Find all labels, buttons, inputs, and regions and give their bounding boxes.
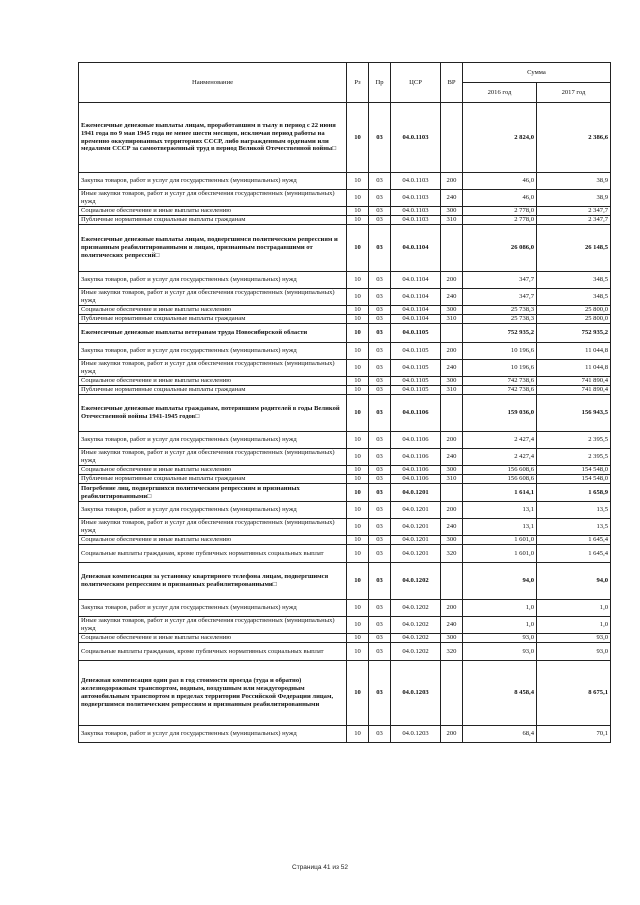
row-name-cell: Иные закупки товаров, работ и услуг для обеспечения государственных (муниципальных) нужд — [79, 449, 347, 466]
row-pr-cell: 03 — [369, 484, 391, 502]
row-2017-cell: 11 044,8 — [537, 360, 611, 377]
page-number: Страница 41 из 52 — [292, 864, 348, 871]
row-vr-cell — [441, 103, 463, 173]
row-rz-cell: 10 — [347, 343, 369, 360]
row-name-cell: Закупка товаров, работ и услуг для государственных (муниципальных) нужд — [79, 343, 347, 360]
row-csr-cell: 04.0.1201 — [391, 536, 441, 545]
row-vr-cell: 310 — [441, 315, 463, 324]
row-vr-cell: 240 — [441, 519, 463, 536]
row-pr-cell: 03 — [369, 190, 391, 207]
table-row — [79, 207, 611, 216]
row-pr-cell: 03 — [369, 173, 391, 190]
table-row — [79, 726, 611, 743]
table-row — [79, 324, 611, 343]
row-2017-cell: 154 548,0 — [537, 475, 611, 484]
row-pr-cell: 03 — [369, 466, 391, 475]
row-rz-cell: 10 — [347, 545, 369, 563]
row-name-cell: Закупка товаров, работ и услуг для государственных (муниципальных) нужд — [79, 173, 347, 190]
row-2017-cell: 741 890,4 — [537, 386, 611, 395]
table-row — [79, 225, 611, 272]
row-vr-cell: 200 — [441, 600, 463, 617]
row-rz-cell: 10 — [347, 643, 369, 661]
row-rz-cell: 10 — [347, 466, 369, 475]
row-csr-cell: 04.0.1103 — [391, 207, 441, 216]
row-rz-cell: 10 — [347, 484, 369, 502]
row-2017-cell: 38,9 — [537, 173, 611, 190]
row-vr-cell: 300 — [441, 306, 463, 315]
row-pr-cell: 03 — [369, 324, 391, 343]
row-2017-cell: 25 800,0 — [537, 315, 611, 324]
row-name-cell: Закупка товаров, работ и услуг для государственных (муниципальных) нужд — [79, 272, 347, 289]
row-pr-cell: 03 — [369, 343, 391, 360]
row-name-cell: Социальное обеспечение и иные выплаты населению — [79, 466, 347, 475]
table-row — [79, 432, 611, 449]
row-name-cell: Социальное обеспечение и иные выплаты населению — [79, 377, 347, 386]
row-pr-cell: 03 — [369, 272, 391, 289]
row-name-cell: Денежная компенсация за установку квартирного телефона лицам, подвергшимся политическим репрессиям и признанных реабилитированными□ — [79, 563, 347, 600]
row-vr-cell — [441, 395, 463, 432]
table-row — [79, 190, 611, 207]
row-rz-cell: 10 — [347, 519, 369, 536]
row-2016-cell: 1 601,0 — [463, 545, 537, 563]
row-vr-cell — [441, 484, 463, 502]
row-name-cell: Закупка товаров, работ и услуг для государственных (муниципальных) нужд — [79, 600, 347, 617]
table-row — [79, 475, 611, 484]
row-vr-cell — [441, 324, 463, 343]
row-pr-cell: 03 — [369, 289, 391, 306]
row-name-cell: Закупка товаров, работ и услуг для государственных (муниципальных) нужд — [79, 432, 347, 449]
row-2017-cell: 2 395,5 — [537, 449, 611, 466]
row-rz-cell: 10 — [347, 190, 369, 207]
row-2016-cell: 46,0 — [463, 190, 537, 207]
row-2016-cell: 13,1 — [463, 519, 537, 536]
row-pr-cell: 03 — [369, 519, 391, 536]
row-2017-cell: 26 148,5 — [537, 225, 611, 272]
budget-table — [78, 62, 611, 743]
row-vr-cell: 300 — [441, 377, 463, 386]
row-csr-cell: 04.0.1201 — [391, 545, 441, 563]
row-csr-cell: 04.0.1103 — [391, 216, 441, 225]
row-2016-cell: 159 036,0 — [463, 395, 537, 432]
row-vr-cell: 200 — [441, 502, 463, 519]
row-pr-cell: 03 — [369, 563, 391, 600]
table-row — [79, 272, 611, 289]
row-pr-cell: 03 — [369, 600, 391, 617]
row-vr-cell: 240 — [441, 617, 463, 634]
row-csr-cell: 04.0.1103 — [391, 173, 441, 190]
row-2016-cell: 347,7 — [463, 272, 537, 289]
row-2017-cell: 1 658,9 — [537, 484, 611, 502]
table-row — [79, 643, 611, 661]
row-rz-cell: 10 — [347, 502, 369, 519]
row-2017-cell: 156 943,5 — [537, 395, 611, 432]
row-name-cell: Социальное обеспечение и иные выплаты населению — [79, 207, 347, 216]
row-name-cell: Публичные нормативные социальные выплаты гражданам — [79, 386, 347, 395]
row-csr-cell: 04.0.1105 — [391, 343, 441, 360]
table-row — [79, 661, 611, 726]
row-name-cell: Закупка товаров, работ и услуг для государственных (муниципальных) нужд — [79, 726, 347, 743]
header-vr: ВР — [441, 63, 463, 103]
row-pr-cell: 03 — [369, 634, 391, 643]
row-pr-cell: 03 — [369, 207, 391, 216]
row-csr-cell: 04.0.1104 — [391, 315, 441, 324]
row-name-cell: Ежемесячные денежные выплаты ветеранам труда Новосибирской области — [79, 324, 347, 343]
row-rz-cell: 10 — [347, 726, 369, 743]
row-rz-cell: 10 — [347, 617, 369, 634]
row-vr-cell — [441, 225, 463, 272]
row-csr-cell: 04.0.1103 — [391, 190, 441, 207]
row-vr-cell: 200 — [441, 343, 463, 360]
row-pr-cell: 03 — [369, 661, 391, 726]
row-vr-cell: 300 — [441, 207, 463, 216]
row-csr-cell: 04.0.1105 — [391, 360, 441, 377]
row-rz-cell: 10 — [347, 173, 369, 190]
row-name-cell: Денежная компенсация один раз в год стоимости проезда (туда и обратно) железнодорожным транспортом, водным, воздушным или междугородным автомобильным транспортом в пределах территории Российской Федерации лицам, подвергшимся политическим репрессиям и признанным реабилитированными — [79, 661, 347, 726]
table-row — [79, 634, 611, 643]
row-name-cell: Закупка товаров, работ и услуг для государственных (муниципальных) нужд — [79, 502, 347, 519]
row-pr-cell: 03 — [369, 475, 391, 484]
row-vr-cell: 200 — [441, 432, 463, 449]
row-rz-cell: 10 — [347, 272, 369, 289]
table-row — [79, 289, 611, 306]
table-row — [79, 306, 611, 315]
table-row — [79, 536, 611, 545]
row-csr-cell: 04.0.1202 — [391, 600, 441, 617]
row-2016-cell: 347,7 — [463, 289, 537, 306]
row-csr-cell: 04.0.1104 — [391, 306, 441, 315]
row-vr-cell — [441, 563, 463, 600]
row-2017-cell: 8 675,1 — [537, 661, 611, 726]
header-name: Наименование — [79, 63, 347, 103]
table-row — [79, 563, 611, 600]
row-name-cell: Ежемесячные денежные выплаты лицам, проработавшим в тылу в период с 22 июня 1941 года по 9 мая 1945 года не менее шести месяцев, исключая период работы на временно оккупированных территориях СССР, либо награжденным орденами или медалями СССР за самоотверженный труд в период Великой Отечественной войны□ — [79, 103, 347, 173]
row-pr-cell: 03 — [369, 545, 391, 563]
row-2016-cell: 25 738,3 — [463, 306, 537, 315]
row-rz-cell: 10 — [347, 395, 369, 432]
row-name-cell: Иные закупки товаров, работ и услуг для обеспечения государственных (муниципальных) нужд — [79, 360, 347, 377]
row-rz-cell: 10 — [347, 449, 369, 466]
row-2017-cell: 1,0 — [537, 600, 611, 617]
row-pr-cell: 03 — [369, 360, 391, 377]
row-vr-cell: 240 — [441, 449, 463, 466]
row-pr-cell: 03 — [369, 726, 391, 743]
row-rz-cell: 10 — [347, 386, 369, 395]
row-vr-cell: 200 — [441, 272, 463, 289]
row-2016-cell: 68,4 — [463, 726, 537, 743]
row-2016-cell: 10 196,6 — [463, 343, 537, 360]
row-csr-cell: 04.0.1105 — [391, 377, 441, 386]
row-csr-cell: 04.0.1106 — [391, 475, 441, 484]
row-2017-cell: 741 890,4 — [537, 377, 611, 386]
row-name-cell: Иные закупки товаров, работ и услуг для обеспечения государственных (муниципальных) нужд — [79, 190, 347, 207]
row-pr-cell: 03 — [369, 617, 391, 634]
table-row — [79, 466, 611, 475]
row-rz-cell: 10 — [347, 600, 369, 617]
row-vr-cell: 310 — [441, 475, 463, 484]
row-rz-cell: 10 — [347, 103, 369, 173]
table-row — [79, 502, 611, 519]
row-pr-cell: 03 — [369, 315, 391, 324]
row-csr-cell: 04.0.1106 — [391, 432, 441, 449]
row-2016-cell: 156 608,6 — [463, 466, 537, 475]
row-vr-cell: 310 — [441, 386, 463, 395]
row-2016-cell: 1 601,0 — [463, 536, 537, 545]
row-name-cell: Социальное обеспечение и иные выплаты населению — [79, 536, 347, 545]
header-2016: 2016 год — [463, 83, 537, 103]
row-csr-cell: 04.0.1106 — [391, 449, 441, 466]
row-2016-cell: 2 427,4 — [463, 432, 537, 449]
row-2017-cell: 2 347,7 — [537, 207, 611, 216]
table-body — [79, 103, 611, 743]
table-row — [79, 395, 611, 432]
row-name-cell: Иные закупки товаров, работ и услуг для обеспечения государственных (муниципальных) нужд — [79, 519, 347, 536]
row-2016-cell: 2 778,0 — [463, 207, 537, 216]
row-rz-cell: 10 — [347, 432, 369, 449]
table-row — [79, 484, 611, 502]
row-csr-cell: 04.0.1104 — [391, 225, 441, 272]
row-pr-cell: 03 — [369, 395, 391, 432]
table-row — [79, 449, 611, 466]
row-2017-cell: 2 395,5 — [537, 432, 611, 449]
row-vr-cell: 240 — [441, 190, 463, 207]
row-rz-cell: 10 — [347, 563, 369, 600]
row-name-cell: Публичные нормативные социальные выплаты гражданам — [79, 315, 347, 324]
row-rz-cell: 10 — [347, 315, 369, 324]
row-csr-cell: 04.0.1201 — [391, 519, 441, 536]
row-rz-cell: 10 — [347, 360, 369, 377]
table-row — [79, 600, 611, 617]
table-row — [79, 386, 611, 395]
row-2017-cell: 348,5 — [537, 272, 611, 289]
header-csr: ЦСР — [391, 63, 441, 103]
row-vr-cell: 240 — [441, 289, 463, 306]
row-rz-cell: 10 — [347, 225, 369, 272]
row-pr-cell: 03 — [369, 225, 391, 272]
row-pr-cell: 03 — [369, 103, 391, 173]
row-csr-cell: 04.0.1202 — [391, 617, 441, 634]
row-rz-cell: 10 — [347, 324, 369, 343]
row-2017-cell: 13,5 — [537, 519, 611, 536]
table-row — [79, 103, 611, 173]
row-rz-cell: 10 — [347, 536, 369, 545]
row-vr-cell: 320 — [441, 545, 463, 563]
row-2016-cell: 2 824,0 — [463, 103, 537, 173]
row-csr-cell: 04.0.1106 — [391, 395, 441, 432]
row-2016-cell: 93,0 — [463, 643, 537, 661]
table-row — [79, 519, 611, 536]
table-row — [79, 377, 611, 386]
row-2017-cell: 752 935,2 — [537, 324, 611, 343]
row-name-cell: Социальные выплаты гражданам, кроме публичных нормативных социальных выплат — [79, 545, 347, 563]
row-rz-cell: 10 — [347, 634, 369, 643]
row-name-cell: Ежемесячные денежные выплаты гражданам, потерявшим родителей в годы Великой Отечественной войны 1941-1945 годов□ — [79, 395, 347, 432]
row-rz-cell: 10 — [347, 377, 369, 386]
row-csr-cell: 04.0.1202 — [391, 563, 441, 600]
row-name-cell: Публичные нормативные социальные выплаты гражданам — [79, 475, 347, 484]
row-vr-cell — [441, 661, 463, 726]
row-csr-cell: 04.0.1104 — [391, 272, 441, 289]
row-csr-cell: 04.0.1105 — [391, 386, 441, 395]
row-pr-cell: 03 — [369, 536, 391, 545]
row-rz-cell: 10 — [347, 661, 369, 726]
row-rz-cell: 10 — [347, 306, 369, 315]
row-pr-cell: 03 — [369, 306, 391, 315]
header-pr: Пр — [369, 63, 391, 103]
row-csr-cell: 04.0.1104 — [391, 289, 441, 306]
table-row — [79, 343, 611, 360]
row-name-cell: Публичные нормативные социальные выплаты гражданам — [79, 216, 347, 225]
row-2017-cell: 1,0 — [537, 617, 611, 634]
header-rz: Рз — [347, 63, 369, 103]
row-name-cell: Социальное обеспечение и иные выплаты населению — [79, 306, 347, 315]
row-rz-cell: 10 — [347, 475, 369, 484]
row-2016-cell: 742 738,6 — [463, 377, 537, 386]
row-2016-cell: 2 778,0 — [463, 216, 537, 225]
row-pr-cell: 03 — [369, 449, 391, 466]
row-2016-cell: 46,0 — [463, 173, 537, 190]
row-2016-cell: 25 738,3 — [463, 315, 537, 324]
row-2017-cell: 2 386,6 — [537, 103, 611, 173]
row-pr-cell: 03 — [369, 643, 391, 661]
row-2017-cell: 348,5 — [537, 289, 611, 306]
row-2017-cell: 154 548,0 — [537, 466, 611, 475]
table-row — [79, 216, 611, 225]
row-csr-cell: 04.0.1201 — [391, 502, 441, 519]
row-csr-cell: 04.0.1203 — [391, 726, 441, 743]
row-2017-cell: 1 645,4 — [537, 536, 611, 545]
table-row — [79, 315, 611, 324]
row-vr-cell: 240 — [441, 360, 463, 377]
row-pr-cell: 03 — [369, 502, 391, 519]
row-name-cell: Социальные выплаты гражданам, кроме публичных нормативных социальных выплат — [79, 643, 347, 661]
row-2016-cell: 13,1 — [463, 502, 537, 519]
row-csr-cell: 04.0.1105 — [391, 324, 441, 343]
row-csr-cell: 04.0.1201 — [391, 484, 441, 502]
row-2016-cell: 1 614,1 — [463, 484, 537, 502]
row-2016-cell: 26 086,0 — [463, 225, 537, 272]
row-2016-cell: 10 196,6 — [463, 360, 537, 377]
row-rz-cell: 10 — [347, 207, 369, 216]
header-2017: 2017 год — [537, 83, 611, 103]
table-row — [79, 360, 611, 377]
table-header — [79, 63, 611, 103]
row-vr-cell: 300 — [441, 536, 463, 545]
row-2016-cell: 156 608,6 — [463, 475, 537, 484]
row-2017-cell: 93,0 — [537, 634, 611, 643]
row-2016-cell: 742 738,6 — [463, 386, 537, 395]
row-2016-cell: 93,0 — [463, 634, 537, 643]
row-name-cell: Ежемесячные денежные выплаты лицам, подвергшимся политическим репрессиям и признанным реабилитированными и лицам, признанным пострадавшими от политических репрессий□ — [79, 225, 347, 272]
row-name-cell: Иные закупки товаров, работ и услуг для обеспечения государственных (муниципальных) нужд — [79, 617, 347, 634]
row-pr-cell: 03 — [369, 216, 391, 225]
row-csr-cell: 04.0.1202 — [391, 643, 441, 661]
row-2017-cell: 70,1 — [537, 726, 611, 743]
row-2016-cell: 94,0 — [463, 563, 537, 600]
row-2017-cell: 25 800,0 — [537, 306, 611, 315]
row-2016-cell: 1,0 — [463, 600, 537, 617]
row-csr-cell: 04.0.1106 — [391, 466, 441, 475]
row-2017-cell: 94,0 — [537, 563, 611, 600]
row-pr-cell: 03 — [369, 386, 391, 395]
row-name-cell: Социальное обеспечение и иные выплаты населению — [79, 634, 347, 643]
row-pr-cell: 03 — [369, 377, 391, 386]
row-2016-cell: 1,0 — [463, 617, 537, 634]
row-2017-cell: 93,0 — [537, 643, 611, 661]
row-2017-cell: 1 645,4 — [537, 545, 611, 563]
row-vr-cell: 200 — [441, 726, 463, 743]
row-vr-cell: 310 — [441, 216, 463, 225]
row-pr-cell: 03 — [369, 432, 391, 449]
row-2016-cell: 2 427,4 — [463, 449, 537, 466]
row-vr-cell: 300 — [441, 466, 463, 475]
row-vr-cell: 300 — [441, 634, 463, 643]
row-vr-cell: 200 — [441, 173, 463, 190]
row-csr-cell: 04.0.1202 — [391, 634, 441, 643]
row-2017-cell: 38,9 — [537, 190, 611, 207]
header-sum: Сумма — [463, 63, 611, 83]
table-row — [79, 545, 611, 563]
table-row — [79, 617, 611, 634]
row-csr-cell: 04.0.1203 — [391, 661, 441, 726]
row-2016-cell: 752 935,2 — [463, 324, 537, 343]
row-vr-cell: 320 — [441, 643, 463, 661]
row-2017-cell: 13,5 — [537, 502, 611, 519]
row-2016-cell: 8 458,4 — [463, 661, 537, 726]
table-row — [79, 173, 611, 190]
row-2017-cell: 2 347,7 — [537, 216, 611, 225]
row-2017-cell: 11 044,8 — [537, 343, 611, 360]
row-name-cell: Погребение лиц, подвергшихся политическим репрессиям и признанных реабилитированными□ — [79, 484, 347, 502]
row-rz-cell: 10 — [347, 289, 369, 306]
row-rz-cell: 10 — [347, 216, 369, 225]
row-csr-cell: 04.0.1103 — [391, 103, 441, 173]
row-name-cell: Иные закупки товаров, работ и услуг для обеспечения государственных (муниципальных) нужд — [79, 289, 347, 306]
